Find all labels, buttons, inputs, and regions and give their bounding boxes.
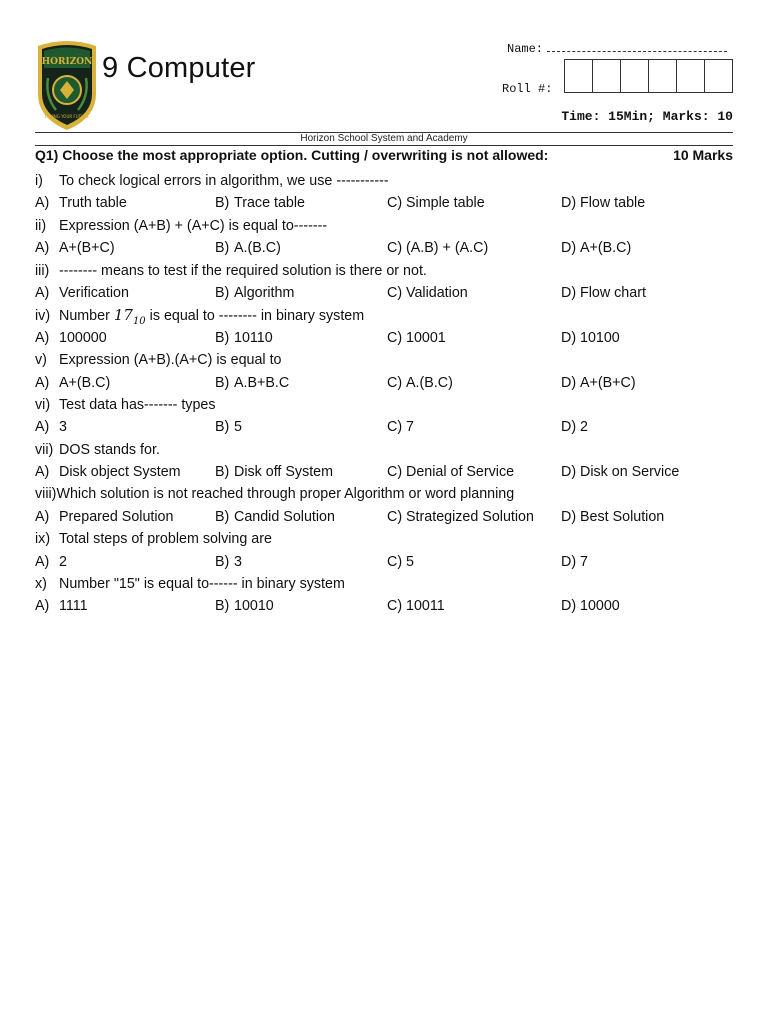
question-number: iii): [35, 262, 50, 279]
roll-box[interactable]: [705, 60, 733, 92]
mcq-list: [35, 170, 735, 618]
option-c: C) A.(B.C): [387, 374, 453, 391]
option-d: D) Flow chart: [561, 284, 646, 301]
question-text: -------- means to test if the required solution is there or not.: [59, 262, 427, 279]
question-number: ii): [35, 217, 47, 234]
option-d: D) Best Solution: [561, 508, 665, 525]
options-row: [35, 372, 735, 394]
option-d: D) 10100: [561, 329, 620, 346]
roll-box[interactable]: [621, 60, 649, 92]
option-c: C) 7: [387, 419, 414, 436]
options-row: [35, 506, 735, 528]
question-row: [35, 528, 735, 550]
question-row: [35, 260, 735, 282]
question-row: [35, 215, 735, 237]
options-row: [35, 192, 735, 214]
roll-box[interactable]: [593, 60, 621, 92]
question-heading: [35, 147, 733, 163]
option-c: C) 10011: [387, 598, 445, 615]
option-b: B) Trace table: [215, 195, 305, 212]
school-logo: [34, 38, 100, 132]
question-row: [35, 394, 735, 416]
option-c: C) Denial of Service: [387, 464, 515, 481]
question-text: Test data has------- types: [59, 396, 216, 413]
question-number: viii): [35, 486, 57, 503]
option-d: D) 10000: [561, 598, 620, 615]
question-number: vii): [35, 441, 54, 458]
option-a: A) 1111: [35, 598, 88, 615]
question-number: x): [35, 576, 47, 593]
option-b: B) 10010: [215, 598, 274, 615]
option-b: B) Candid Solution: [215, 508, 335, 525]
option-a: A) Disk object System: [35, 464, 181, 481]
roll-label: Roll #:: [502, 82, 553, 96]
option-a: A) Verification: [35, 284, 129, 301]
question-text: Expression (A+B) + (A+C) is equal to-------: [59, 217, 328, 234]
option-c: C) Strategized Solution: [387, 508, 534, 525]
options-row: [35, 416, 735, 438]
option-b: B) A.(B.C): [215, 240, 281, 257]
option-c: C) Simple table: [387, 195, 485, 212]
options-row: [35, 595, 735, 617]
question-row: [35, 439, 735, 461]
question-marks: 10 Marks: [673, 147, 733, 163]
question-text: Total steps of problem solving are: [59, 531, 272, 548]
option-b: B) Algorithm: [215, 284, 295, 301]
option-b: B) Disk off System: [215, 464, 334, 481]
question-text: Number "15" is equal to------ in binary system: [59, 576, 345, 593]
question-number: i): [35, 173, 43, 189]
horizon-shield-icon: [34, 38, 100, 132]
option-d: D) A+(B.C): [561, 240, 632, 257]
question-text: To check logical errors in algorithm, we use -----------: [59, 173, 389, 189]
option-d: D) Disk on Service: [561, 464, 680, 481]
option-a: A) A+(B+C): [35, 240, 115, 257]
name-label: Name:: [507, 42, 544, 56]
option-c: C) (A.B) + (A.C): [387, 240, 489, 257]
question-number: ix): [35, 531, 51, 548]
option-c: C) Validation: [387, 284, 468, 301]
name-blank-line[interactable]: [547, 40, 727, 52]
options-row: [35, 327, 735, 349]
question-text-end: is equal to -------- in binary system: [149, 308, 365, 325]
options-row: [35, 461, 735, 483]
question-text-start: Number: [59, 308, 110, 325]
question-text: Expression (A+B).(A+C) is equal to: [59, 352, 282, 369]
option-a: A) 100000: [35, 329, 107, 346]
option-d: D) A+(B+C): [561, 374, 636, 391]
math-number: $17_{10}$: [113, 306, 146, 328]
option-a: A) 2: [35, 553, 67, 570]
name-field: [507, 40, 727, 56]
option-a: A) Truth table: [35, 195, 127, 212]
question-instruction: Q1) Choose the most appropriate option. Cutting / overwriting is not allowed:: [35, 147, 549, 163]
question-number: vi): [35, 396, 51, 413]
roll-box[interactable]: [677, 60, 705, 92]
question-number: iv): [35, 308, 51, 325]
option-b: B) 3: [215, 553, 242, 570]
divider: [35, 145, 733, 146]
option-b: B) 5: [215, 419, 242, 436]
roll-number-boxes[interactable]: [564, 59, 733, 93]
question-row: [35, 349, 735, 371]
question-row: [35, 170, 735, 192]
school-name: Horizon School System and Academy: [300, 133, 468, 144]
page-title: 9 Computer: [102, 52, 256, 84]
question-row: [35, 573, 735, 595]
roll-box[interactable]: [565, 60, 593, 92]
question-row: [35, 304, 735, 326]
options-row: [35, 282, 735, 304]
option-b: B) 10110: [215, 329, 273, 346]
time-marks: Time: 15Min; Marks: 10: [561, 109, 733, 124]
options-row: [35, 237, 735, 259]
question-number: v): [35, 352, 47, 369]
options-row: [35, 551, 735, 573]
logo-text: HORIZON: [41, 57, 93, 67]
option-d: D) 7: [561, 553, 588, 570]
option-d: D) Flow table: [561, 195, 646, 212]
question-text: Which solution is not reached through proper Algorithm or word planning: [56, 486, 515, 503]
option-a: A) A+(B.C): [35, 374, 111, 391]
option-c: C) 10001: [387, 329, 446, 346]
option-c: C) 5: [387, 553, 414, 570]
roll-box[interactable]: [649, 60, 677, 92]
option-b: B) A.B+B.C: [215, 374, 290, 391]
question-text: DOS stands for.: [59, 441, 160, 458]
option-a: A) Prepared Solution: [35, 508, 174, 525]
question-row: [35, 483, 735, 505]
logo-motto: LOVING YOUR FUTURE: [44, 114, 90, 119]
option-d: D) 2: [561, 419, 588, 436]
option-a: A) 3: [35, 419, 67, 436]
